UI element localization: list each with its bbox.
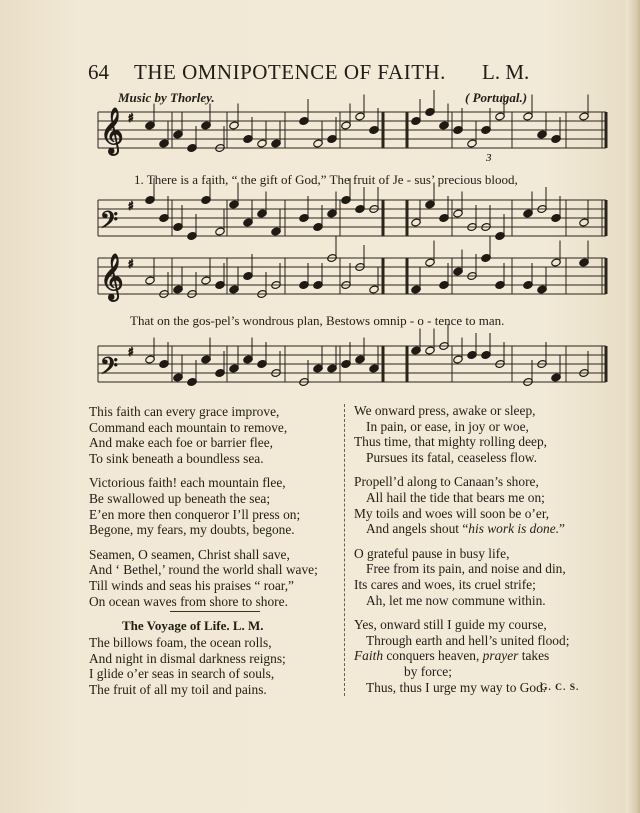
verse-line: Thus time, that mighty rolling deep, xyxy=(354,434,548,450)
verse-line: The fruit of all my toil and pains. xyxy=(89,681,267,697)
right-column xyxy=(354,403,614,695)
verse-line: Seamen, O seamen, Christ shall save, xyxy=(89,546,290,562)
verse-line: Command each mountain to remove, xyxy=(89,419,288,435)
verse-line: This faith can every grace improve, xyxy=(89,404,280,419)
verse-line: Pursues its fatal, ceaseless flow. xyxy=(366,449,537,465)
section-rule xyxy=(170,611,260,612)
verse-line: And ‘ Bethel,’ round the world shall wave; xyxy=(89,562,318,578)
triplet-mark: 3 xyxy=(486,152,492,164)
bass-clef-icon: 𝄢 xyxy=(100,206,119,239)
composer-credit: Music by Thorley. xyxy=(118,90,215,105)
music-score xyxy=(0,0,640,400)
verse-line: Thus, thus I urge my way to God. xyxy=(366,679,547,695)
verse-line: Propell’d along to Canaan’s shore, xyxy=(354,474,539,490)
verse-line: Yes, onward still I guide my course, xyxy=(354,617,547,633)
verse-line: by force; xyxy=(404,663,452,679)
verse-line: Ah, let me now commune within. xyxy=(366,592,546,608)
verse-line: E’en more then conqueror I’ll press on; xyxy=(89,506,301,522)
meter-label: L. M. xyxy=(482,60,530,84)
verse-line: The billows foam, the ocean rolls, xyxy=(89,635,272,650)
verse-line: In pain, or ease, in joy or woe, xyxy=(366,418,529,434)
verse-line: Through earth and hell’s united flood; xyxy=(366,632,570,648)
left-column xyxy=(89,404,339,609)
verse-line: All hail the tide that bears me on; xyxy=(366,489,545,505)
key-signature: ♯ xyxy=(128,111,134,125)
key-signature: ♯ xyxy=(128,257,134,271)
treble-clef-icon: 𝄞 xyxy=(100,254,124,300)
key-signature: ♯ xyxy=(128,345,134,359)
verse-line: Free from its pain, and noise and din, xyxy=(366,561,566,577)
verse-line: We onward press, awake or sleep, xyxy=(354,403,536,418)
page-title: THE OMNIPOTENCE OF FAITH. xyxy=(134,60,446,84)
column-divider xyxy=(344,404,345,696)
lyric-line-1: 1. There is a faith, “ the gift of God,” The fruit of Je - sus’ precious blood, xyxy=(134,172,518,187)
verse-line: And angels shout “his work is done.” xyxy=(366,521,565,537)
verse-line: On ocean waves from shore to shore. xyxy=(89,593,288,609)
verse-line: Be swallowed up beneath the sea; xyxy=(89,490,271,506)
verse-line: And make each foe or barrier flee, xyxy=(89,435,274,451)
verse-line: To sink beneath a boundless sea. xyxy=(89,450,264,466)
voyage-stanza xyxy=(89,635,339,697)
voyage-title: The Voyage of Life. L. M. xyxy=(122,618,264,633)
verse-line: I glide o’er seas in search of souls, xyxy=(89,666,275,682)
verse-line: Till winds and seas his praises “ roar,” xyxy=(89,577,295,593)
key-signature: ♯ xyxy=(128,199,134,213)
verse-line: Victorious faith! each mountain flee, xyxy=(89,475,286,491)
verse-line: O grateful pause in busy life, xyxy=(354,545,510,561)
verse-line: My toils and woes will soon be o’er, xyxy=(354,505,550,521)
tune-name: ( Portugal.) xyxy=(465,90,528,105)
page-number: 64 xyxy=(88,60,109,84)
lyric-line-2: That on the gos-pel’s wondrous plan, Bestows omnip - o - tence to man. xyxy=(130,313,505,328)
verse-line: Faith conquers heaven, prayer takes xyxy=(354,648,550,664)
verse-line: Its cares and woes, its cruel strife; xyxy=(354,576,536,592)
treble-clef-icon: 𝄞 xyxy=(100,108,124,154)
bass-clef-icon: 𝄢 xyxy=(100,352,119,385)
verse-line: And night in dismal darkness reigns; xyxy=(89,650,286,666)
author-signature: G. C. S. xyxy=(540,683,580,693)
verse-line: Begone, my fears, my doubts, begone. xyxy=(89,522,295,538)
